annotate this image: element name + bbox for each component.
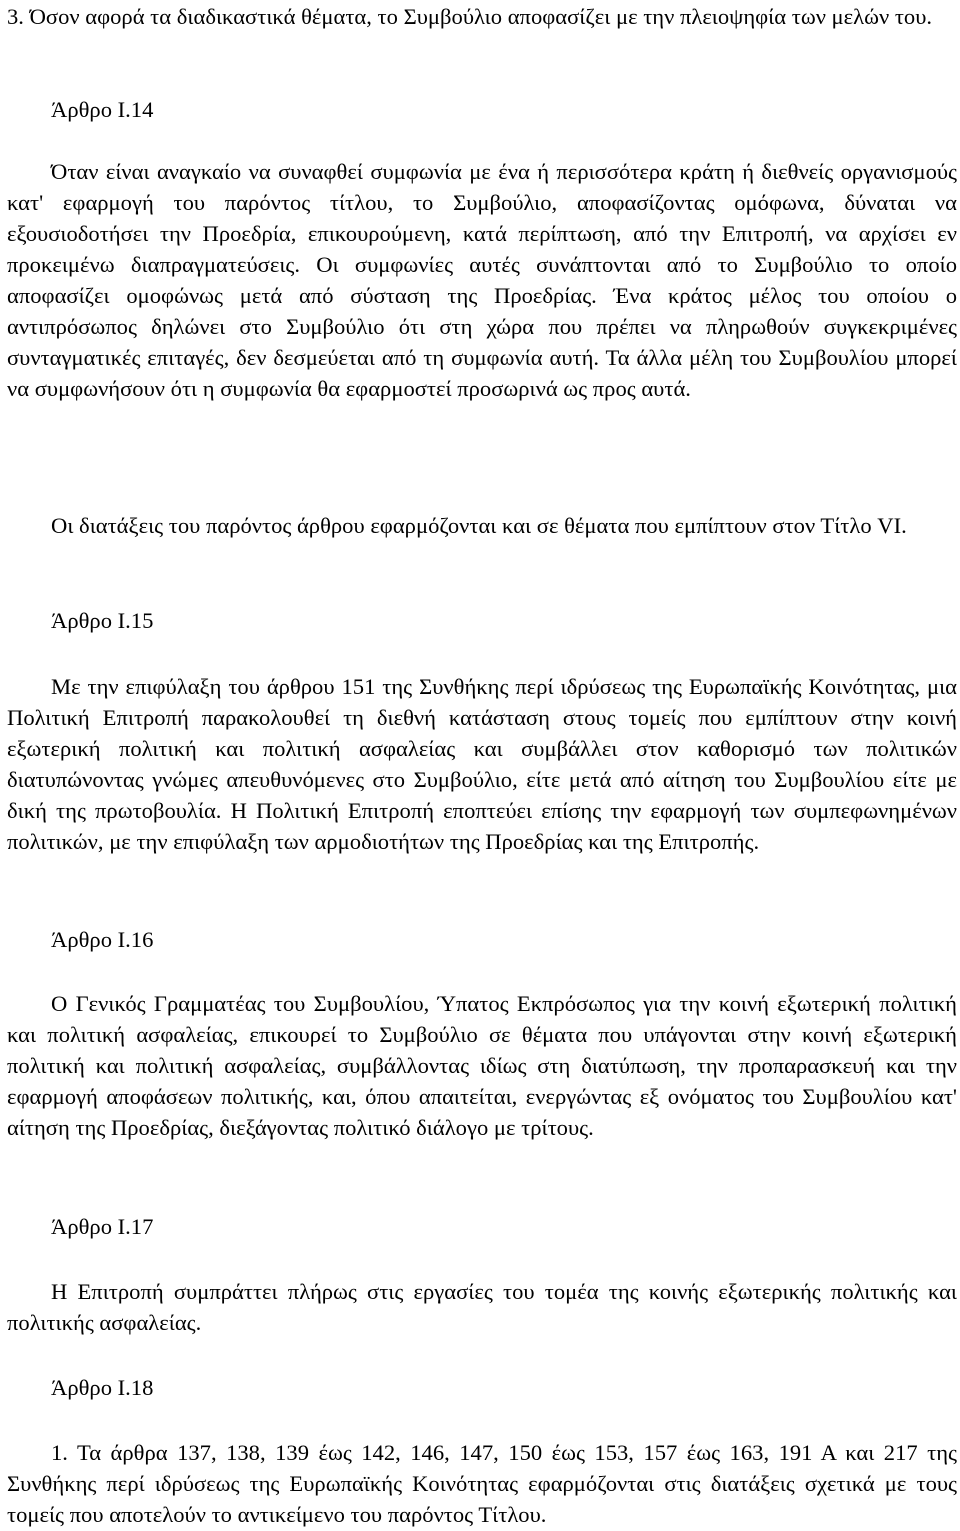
paragraph-article-i14-title-vi: Οι διατάξεις του παρόντος άρθρου εφαρμόζονται και σε θέματα που εμπίπτουν στον Τίτλο VI.: [51, 513, 907, 538]
paragraph-article-i15-political-committee: Με την επιφύλαξη του άρθρου 151 της Συνθήκης περί ιδρύσεως της Ευρωπαϊκής Κοινότητας, μια Πολιτική Επιτροπή παρακολουθεί τη διεθνή κατάσταση στους τομείς που εμπίπτουν στην κοινή εξωτερική πολιτική και πολιτική ασφαλείας και συμβάλλει στον καθορισμό των πολιτικών διατυπώνοντας γνώμες απευθυνόμενες στο Συμβούλιο, είτε μετά από αίτηση του Συμβουλίου είτε με δική της πρωτοβουλία. Η Πολιτική Επιτροπή εποπτεύει επίσης την εφαρμογή των συμπεφωνημένων πολιτικών, με την επιφύλαξη των αρμοδιοτήτων της Προεδρίας και της Επιτροπής.: [7, 674, 957, 854]
article-heading-i15: Άρθρο Ι.15: [51, 608, 154, 633]
article-heading-i14: Άρθρο Ι.14: [51, 97, 154, 122]
article-heading-i16: Άρθρο Ι.16: [51, 927, 154, 952]
paragraph-article-i16-secretary-general: Ο Γενικός Γραμματέας του Συμβουλίου, Ύπατος Εκπρόσωπος για την κοινή εξωτερική πολιτική και πολιτική ασφαλείας, επικουρεί το Συμβούλιο σε θέματα που υπάγονται στην κοινή εξωτερική πολιτική και πολιτική ασφαλείας, συμβάλλοντας ιδίως στη διατύπωση, την προπαρασκευή και την εφαρμογή αποφάσεων πολιτικής, και, όπου απαιτείται, ενεργώντας εξ ονόματος του Συμβουλίου κατ' αίτηση της Προεδρίας, διεξάγοντας πολιτικό διάλογο με τρίτους.: [7, 991, 957, 1140]
paragraph-procedural-decisions: 3. Όσον αφορά τα διαδικαστικά θέματα, το Συμβούλιο αποφασίζει με την πλειοψηφία των μελών του.: [7, 4, 933, 29]
article-heading-i18: Άρθρο Ι.18: [51, 1375, 154, 1400]
article-heading-i17: Άρθρο Ι.17: [51, 1214, 154, 1239]
paragraph-article-i18-applicable-articles: 1. Τα άρθρα 137, 138, 139 έως 142, 146, 147, 150 έως 153, 157 έως 163, 191 Α και 217 της Συνθήκης περί ιδρύσεως της Ευρωπαϊκής Κοινότητας εφαρμόζονται στις διατάξεις σχετικά με τους τομείς που αποτελούν το αντικείμενο του παρόντος Τίτλου.: [7, 1440, 957, 1527]
paragraph-article-i17-commission: Η Επιτροπή συμπράττει πλήρως στις εργασίες του τομέα της κοινής εξωτερικής πολιτικής και πολιτικής ασφαλείας.: [7, 1279, 957, 1335]
paragraph-article-i14-agreements: Όταν είναι αναγκαίο να συναφθεί συμφωνία με ένα ή περισσότερα κράτη ή διεθνείς οργανισμούς κατ' εφαρμογή του παρόντος τίτλου, το Συμβούλιο, αποφασίζοντας ομόφωνα, δύναται να εξουσιοδοτήσει την Προεδρία, επικουρούμενη, κατά περίπτωση, από την Επιτροπή, να αρχίσει εν προκειμένω διαπραγματεύσεις. Οι συμφωνίες αυτές συνάπτονται από το Συμβούλιο το οποίο αποφασίζει ομοφώνως μετά από σύσταση της Προεδρίας. Ένα κράτος μέλος του οποίου ο αντιπρόσωπος δηλώνει στο Συμβούλιο ότι στη χώρα που πρέπει να πληρωθούν συγκεκριμένες συνταγματικές επιταγές, δεν δεσμεύεται από τη συμφωνία αυτή. Τα άλλα μέλη του Συμβουλίου μπορεί να συμφωνήσουν ότι η συμφωνία θα εφαρμοστεί προσωρινά ως προς αυτά.: [7, 159, 957, 401]
